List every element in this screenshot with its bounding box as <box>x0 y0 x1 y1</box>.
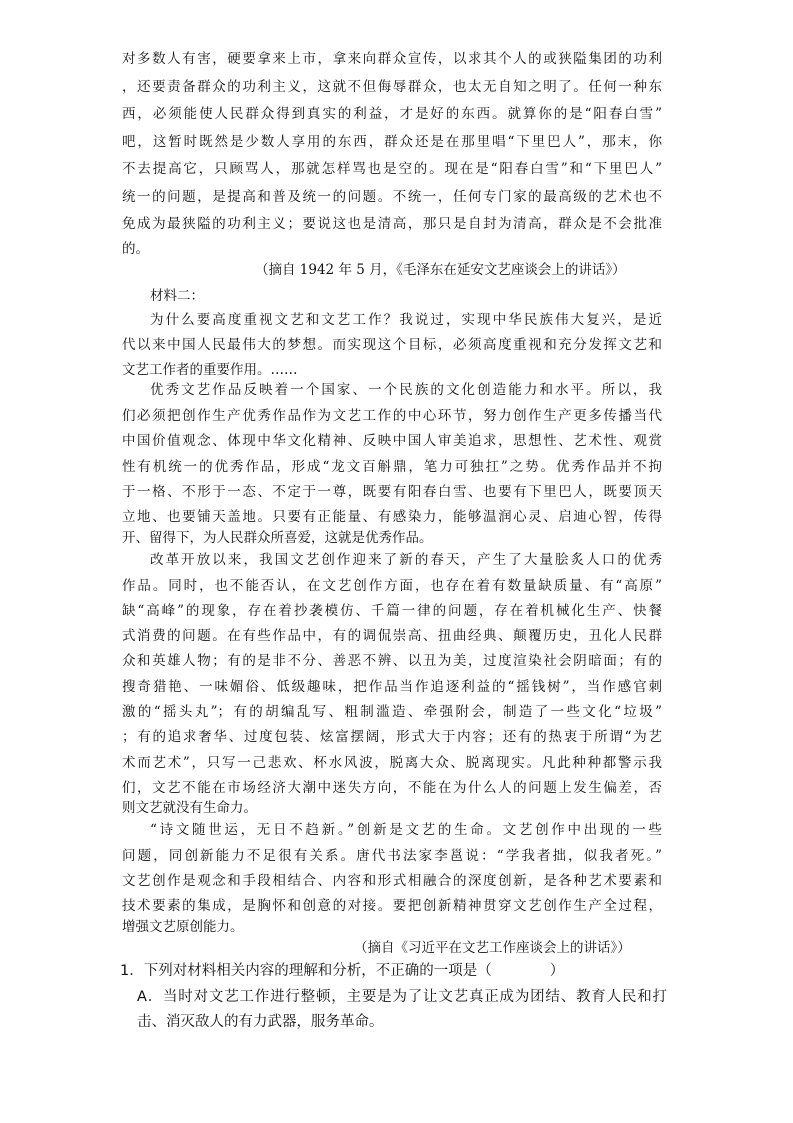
text-line: 西，必须能使人民群众得到真实的利益，才是好的东西。就算你的是“阳春白雪” <box>122 106 662 122</box>
text-line: 众和英雄人物；有的是非不分、善恶不辨、以丑为美，过度渲染社会阴暗面；有的 <box>122 653 662 669</box>
text-line: 中国价值观念、体现中华文化精神、反映中国人审美追求，思想性、艺术性、观赏 <box>122 433 662 449</box>
option-a-line: A．当时对文艺工作进行整顿，主要是为了让文艺真正成为团结、教育人民和打 <box>137 989 667 1005</box>
material1-source: （摘自 1942 年 5 月，《毛泽东在延安文艺座谈会上的讲话》） <box>255 262 626 278</box>
text-line: 的。 <box>122 241 149 257</box>
material2-label: 材料二： <box>150 288 204 304</box>
text-line: 不去提高它，只顾骂人，那就怎样骂也是空的。现在是“阳春白雪”和“下里巴人” <box>122 161 662 177</box>
text-line: 问题，同创新能力不足很有关系。唐代书法家李邕说：“学我者拙，似我者死。” <box>122 848 662 864</box>
text-line: 技术要素的集成，是胸怀和创意的对接。要把创新精神贯穿文艺创作生产全过程， <box>122 898 662 914</box>
text-line: ；有的追求奢华、过度包装、炫富摆阔，形式大于内容；还有的热衷于所谓“为艺 <box>122 729 662 745</box>
text-line: 术而艺术”，只写一己悲欢、杯水风波，脱离大众、脱离现实。凡此种种都警示我 <box>122 755 662 771</box>
text-line: 吧，这暂时既然是少数人享用的东西，群众还是在那里唱“下里巴人”，那末，你 <box>122 134 662 150</box>
text-line: 文艺工作者的重要作用。…… <box>122 362 298 378</box>
option-a-line: 击、消灭敌人的有力武器，服务革命。 <box>137 1014 384 1030</box>
text-line: 对多数人有害，硬要拿来上市，拿来向群众宣传，以求其个人的或狭隘集团的功利 <box>122 51 662 67</box>
text-line: 代以来中国人民最伟大的梦想。而实现这个目标，必须高度重视和充分发挥文艺和 <box>122 337 662 353</box>
question-stem: 1．下列对材料相关内容的理解和分析，不正确的一项是（ ） <box>120 963 565 979</box>
text-line: 搜奇猎艳、一味媚俗、低级趣味，把作品当作追逐利益的“摇钱树”，当作感官刺 <box>122 679 662 695</box>
text-line: 增强文艺原创能力。 <box>122 919 244 935</box>
text-line: 作品。同时，也不能否认，在文艺创作方面，也存在着有数量缺质量、有“高原” <box>122 578 662 594</box>
text-line: 们必须把创作生产优秀作品作为文艺工作的中心环节，努力创作生产更多传播当代 <box>122 408 662 424</box>
text-line: 开、留得下，为人民群众所喜爱，这就是优秀作品。 <box>122 530 433 546</box>
text-line: 式消费的问题。在有些作品中，有的调侃崇高、扭曲经典、颠覆历史，丑化人民群 <box>122 628 662 644</box>
text-line: “诗文随世运，无日不趋新。”创新是文艺的生命。文艺创作中出现的一些 <box>150 822 662 838</box>
text-line: 们，文艺不能在市场经济大潮中迷失方向，不能在为什么人的问题上发生偏差，否 <box>122 780 662 796</box>
text-line: 激的“摇头丸”；有的胡编乱写、粗制滥造、牵强附会，制造了一些文化“垃圾” <box>122 704 662 720</box>
text-line: 缺“高峰”的现象，存在着抄袭模仿、千篇一律的问题，存在着机械化生产、快餐 <box>122 603 662 619</box>
text-line: 为什么要高度重视文艺和文艺工作？我说过，实现中华民族伟大复兴，是近 <box>150 312 662 328</box>
text-line: 免成为最狭隘的功利主义；要说这也是清高，那只是自封为清高，群众是不会批准 <box>122 216 662 232</box>
text-line: 于一格、不形于一态、不定于一尊，既要有阳春白雪、也要有下里巴人，既要顶天 <box>122 484 662 500</box>
text-line: ，还要责备群众的功利主义，这就不但侮辱群众，也太无自知之明了。任何一种东 <box>122 79 662 95</box>
text-line: 则文艺就没有生命力。 <box>122 800 257 816</box>
text-line: 性有机统一的优秀作品，形成“龙文百斛鼎，笔力可独扛”之势。优秀作品并不拘 <box>122 459 662 475</box>
text-line: 统一的问题，是提高和普及统一的问题。不统一，任何专门家的最高级的艺术也不 <box>122 189 662 205</box>
text-line: 改革开放以来，我国文艺创作迎来了新的春天，产生了大量脍炙人口的优秀 <box>150 552 662 568</box>
material2-source: （摘自《习近平在文艺工作座谈会上的讲话》） <box>354 940 631 956</box>
text-line: 优秀文艺作品反映着一个国家、一个民族的文化创造能力和水平。所以，我 <box>150 382 662 398</box>
text-line: 文艺创作是观念和手段相结合、内容和形式相融合的深度创新，是各种艺术要素和 <box>122 873 662 889</box>
text-line: 立地、也要铺天盖地。只要有正能量、有感染力，能够温润心灵、启迪心智，传得 <box>122 509 662 525</box>
